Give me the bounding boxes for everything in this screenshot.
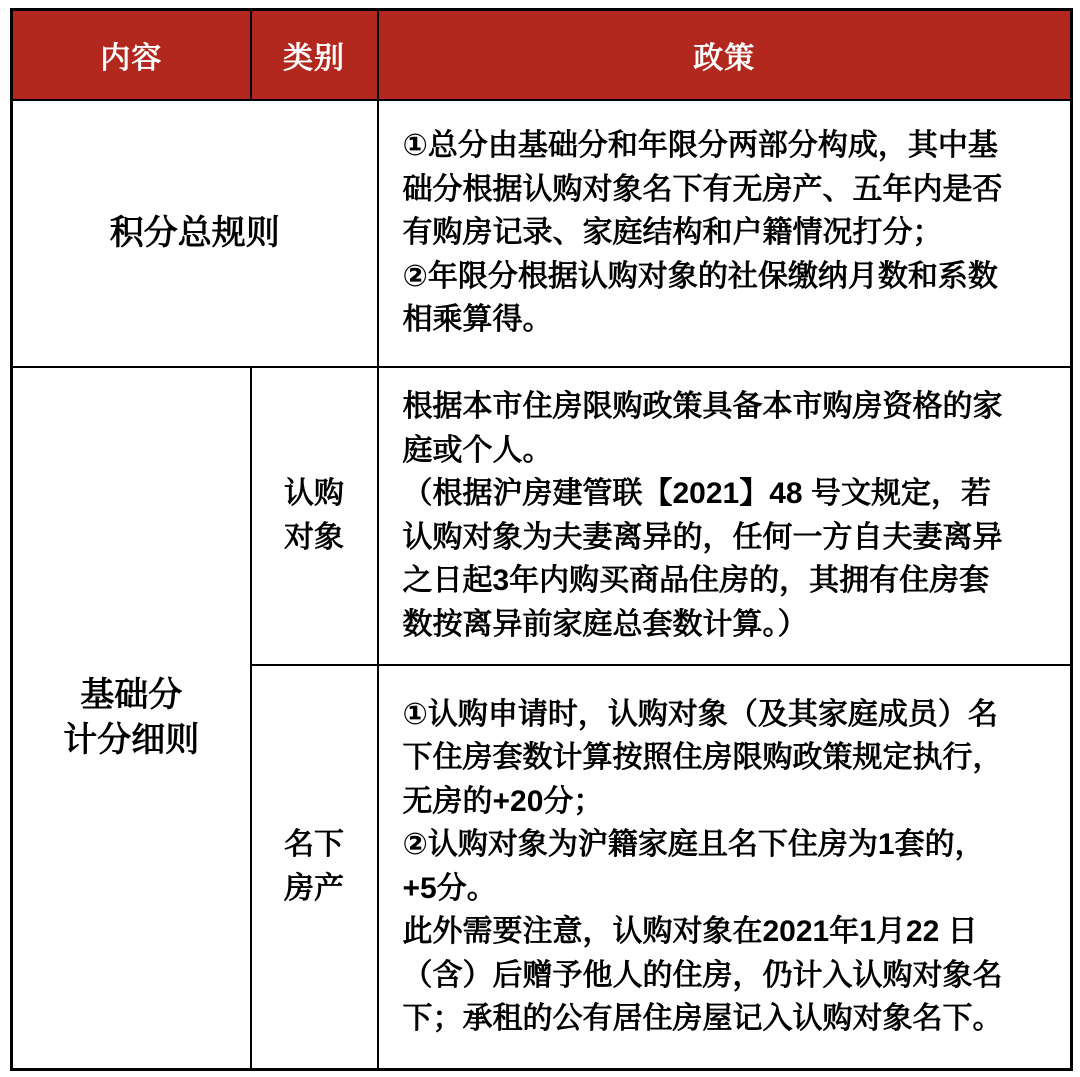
policy-table xyxy=(10,8,1073,1071)
row-total-rules xyxy=(12,100,1072,367)
category-line: 房产 xyxy=(284,871,344,905)
policy-line: 之日起3年内购买商品住房的，其拥有住房套 xyxy=(402,564,990,597)
base-score-label-line: 基础分 xyxy=(80,675,183,714)
base-score-label-line: 计分细则 xyxy=(63,720,200,759)
policy-line: 下；承租的公有居住房屋记入认购对象名下。 xyxy=(402,1002,1003,1036)
policy-line: （含）后赠予他人的住房，仍计入认购对象名 xyxy=(402,958,1003,992)
policy-line: ①总分由基础分和年限分两部分构成，其中基 xyxy=(402,129,998,163)
policy-line: （根据沪房建管联【2021】48 号文规定，若 xyxy=(402,477,991,510)
cell-total-rules-label: 积分总规则 xyxy=(12,100,378,367)
cell-policy-purchase-target xyxy=(378,367,1072,665)
policy-line: 此外需要注意，认购对象在2021年1月22 日 xyxy=(402,915,978,949)
policy-line: 无房的+20分； xyxy=(402,784,604,818)
policy-line: 础分根据认购对象名下有无房产、五年内是否 xyxy=(402,172,1003,206)
category-line: 认购 xyxy=(284,477,344,510)
cell-base-score-label xyxy=(12,367,251,1070)
header-cell-policy: 政策 xyxy=(378,10,1072,100)
policy-line: 下住房套数计算按照住房限购政策规定执行， xyxy=(402,741,1003,775)
header-cell-content: 内容 xyxy=(12,10,251,100)
policy-line: ②年限分根据认购对象的社保缴纳月数和系数 xyxy=(402,259,998,293)
policy-line: 认购对象为夫妻离异的，任何一方自夫妻离异 xyxy=(402,520,1003,554)
cell-total-rules-policy xyxy=(378,100,1072,367)
row-purchase-target xyxy=(12,367,1072,665)
policy-line: 相乘算得。 xyxy=(402,303,553,337)
policy-line: 庭或个人。 xyxy=(402,433,553,467)
policy-line: ①认购申请时，认购对象（及其家庭成员）名 xyxy=(402,697,998,731)
policy-line: 数按离异前家庭总套数计算。） xyxy=(402,607,808,641)
category-line: 对象 xyxy=(284,520,344,554)
policy-line: ②认购对象为沪籍家庭且名下住房为1套的， xyxy=(402,828,985,862)
cell-category-owned-property xyxy=(251,665,378,1070)
policy-line: 有购房记录、家庭结构和户籍情况打分； xyxy=(402,216,943,250)
category-line: 名下 xyxy=(284,828,344,862)
policy-line: +5分。 xyxy=(402,871,497,905)
cell-policy-owned-property xyxy=(378,665,1072,1070)
header-cell-category: 类别 xyxy=(251,10,378,100)
policy-line: 根据本市住房限购政策具备本市购房资格的家 xyxy=(402,390,1003,423)
table-header-row xyxy=(12,10,1072,100)
cell-category-purchase-target xyxy=(251,367,378,665)
